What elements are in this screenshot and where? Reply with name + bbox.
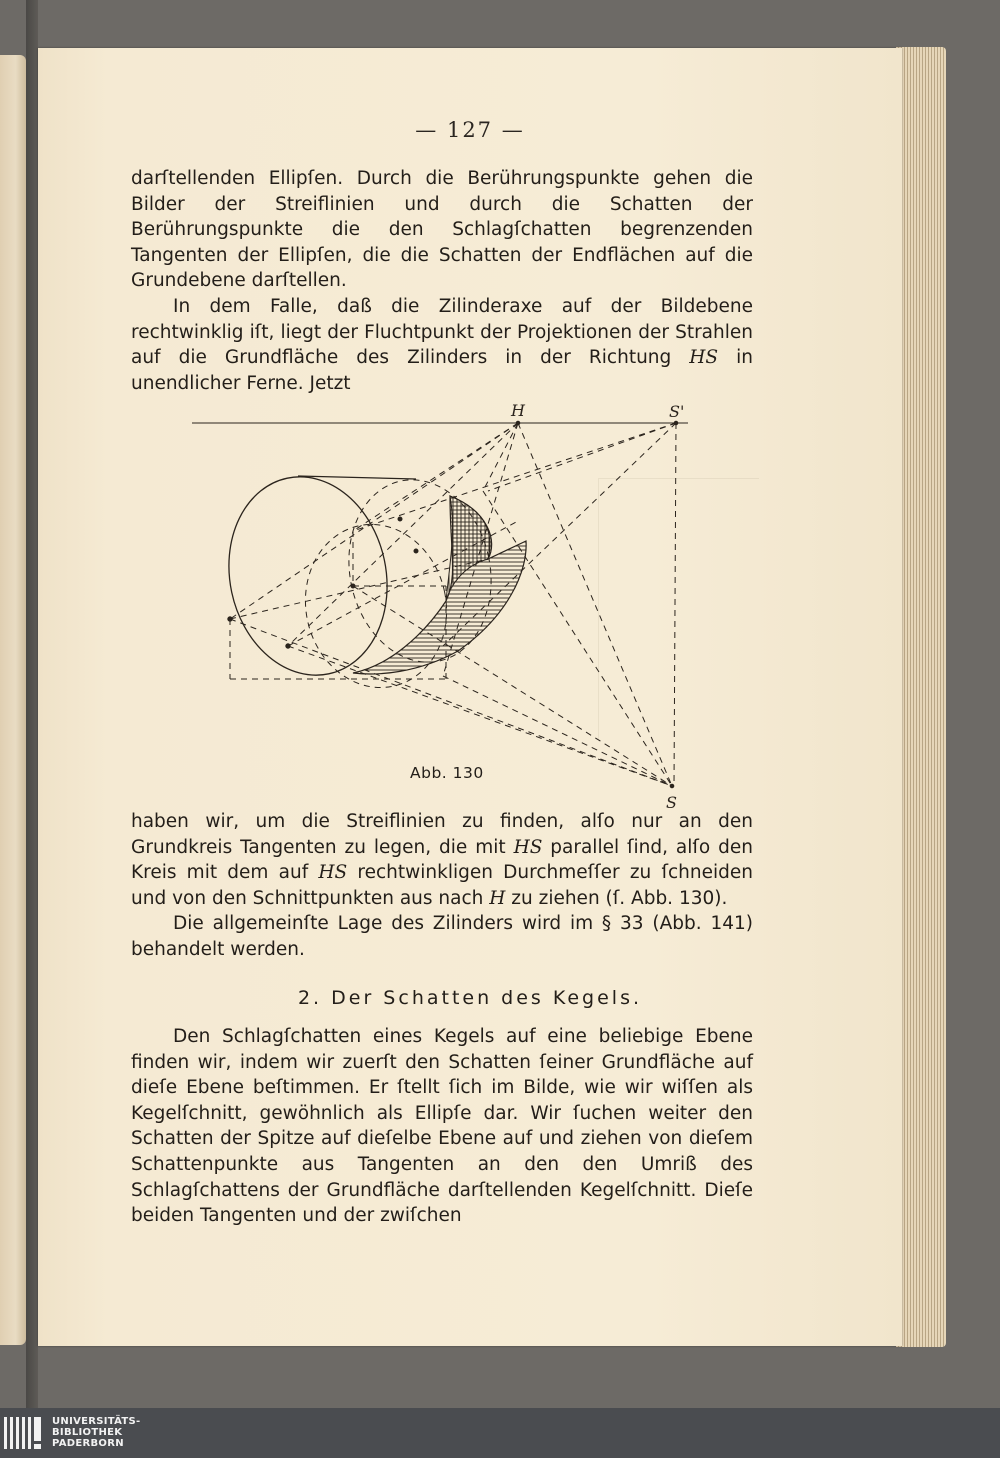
paragraph-block-middle xyxy=(131,809,753,963)
paragraph-cone-shadow: Den Schlagſchatten eines Kegels auf eine beliebige Ebene finden wir, indem wir zuerſt den Schatten ſeiner Grundfläche auf dieſe Ebene beſtimmen. Er ſtellt ſich im Bilde, wie wir wiſſen als Kegelſchnitt, gewöhnlich als Ellipſe dar. Wir ſuchen weiter den Schatten der Spitze auf dieſelbe Ebene auf und ziehen von dieſem Schattenpunkte aus Tangenten an den den Umriß des Schlagſchattens der Grundfläche darſtellenden Kegelſchnitt. Dieſe beiden Tangenten und der zwiſchen xyxy=(131,1026,753,1227)
label-h: H xyxy=(511,401,525,420)
library-name xyxy=(52,1416,141,1449)
label-s: S xyxy=(666,793,677,812)
page-edges xyxy=(896,47,946,1347)
book-page xyxy=(38,48,902,1346)
tangents-text-2: parallel ſind, alſo den Kreis mit dem auf xyxy=(131,836,754,884)
left-page-edge xyxy=(0,55,26,1345)
rays-from-sprime xyxy=(353,423,676,646)
point-c xyxy=(351,584,355,588)
page-number: — 127 — xyxy=(415,118,525,142)
paragraph-ellipses: darſtellenden Ellipſen. Durch die Berührungspunkte gehen die Bilder der Streiflinien und durch die Schatten der Berührungspunkte die den Schlagſchatten begrenzenden Tangenten der Ellipſen, die die Schatten der Endflächen auf die Grundebene darſtellen. xyxy=(131,168,753,292)
section-heading: 2. Der Schatten des Kegels. xyxy=(297,987,643,1009)
library-name-line-3: PADERBORN xyxy=(52,1438,124,1449)
math-hs-3: HS xyxy=(318,862,348,884)
paragraph-block-bottom xyxy=(131,1024,753,1229)
paragraph-axis-text-1: In dem Falle, daß die Zilinderaxe auf der Bildebene rechtwinklig iſt, liegt der Fluchtpunkt der Projektionen der Strahlen auf die Grundfläche des Zilinders in der Richtung xyxy=(131,295,753,369)
library-logo-icon xyxy=(0,1408,48,1458)
library-footer xyxy=(0,1408,1000,1458)
paragraph-general-position: Die allgemeinſte Lage des Zilinders wird im § 33 (Abb. 141) behandelt werden. xyxy=(131,913,753,960)
paragraph-tangents xyxy=(131,809,753,911)
cylinder-front-ellipse xyxy=(211,462,405,690)
library-name-line-2: BIBLIOTHEK xyxy=(52,1427,123,1438)
figure-caption: Abb. 130 xyxy=(410,764,484,782)
point-d xyxy=(398,517,402,521)
math-hs: HS xyxy=(689,347,719,369)
vertical-sprime-s xyxy=(674,423,676,786)
paragraph-axis-text-2: in unendlicher Ferne. Jetzt xyxy=(131,347,753,394)
point-sprime xyxy=(674,421,678,425)
book-gutter xyxy=(26,0,38,1408)
tangents-text-3: rechtwinkligen Durchmeſſer zu ſchneiden und von den Schnittpunkten aus nach xyxy=(131,862,753,909)
figure-abb-130 xyxy=(188,361,738,812)
tangents-text-1: haben wir, um die Streiflinien zu finden, alſo nur an den Grundkreis Tangenten zu legen, die mit xyxy=(131,811,753,858)
tangents-text-4: zu ziehen (ſ. Abb. 130). xyxy=(505,887,728,909)
math-h: H xyxy=(489,887,506,909)
point-b xyxy=(286,644,290,648)
point-e xyxy=(414,549,418,553)
point-s xyxy=(670,784,674,788)
library-name-line-1: UNIVERSITÄTS- xyxy=(52,1416,141,1427)
point-a xyxy=(228,617,232,621)
math-hs-2: HS xyxy=(513,836,543,858)
label-sprime: S' xyxy=(669,402,685,421)
point-h xyxy=(516,421,520,425)
